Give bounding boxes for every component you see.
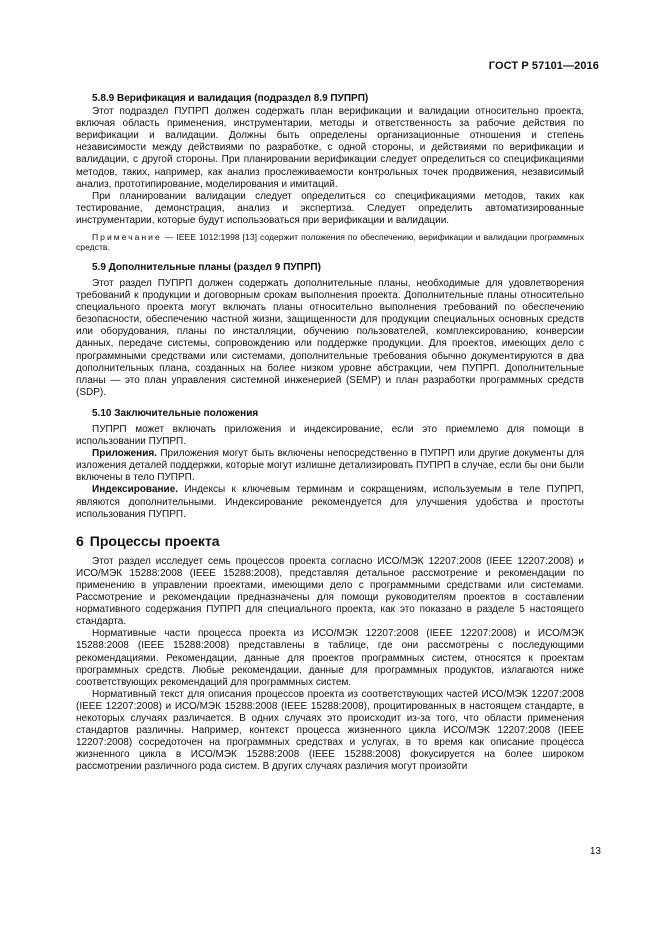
page-number: 13 (589, 846, 601, 857)
page-content (76, 93, 584, 774)
section-title: Процессы проекта (89, 532, 220, 549)
term-indexing: Индексирование. (92, 484, 179, 496)
section-number: 6 (76, 532, 84, 549)
note (76, 232, 584, 253)
section-5-8-9-heading: 5.8.9 Верификация и валидация (подраздел 8.9 ПУПРП) (92, 93, 369, 104)
paragraph-indexing (76, 484, 584, 520)
paragraph: Этот раздел ПУПРП должен содержать дополнительные планы, необходимые для удовлетворения требований к продукции и договорным срокам выполнения проекта. Дополнительные планы относительно специального проекта могут включать планы относительно выполнения требований по обеспечению безопасности, обеспечению частной жизни, защищенности для продукции специальных основных средств или оборудования, планы по инсталляции, обучению пользователей, комплексированию, конверсии данных, передаче системы, сопровождению или поддержке продукции. Для проектов, имеющих дело с программными средствами или системами, дополнительные требования обычно документируются в два дополнительных плана, созданных на более низком уровне абстракции, чем ПУПРП. Дополнительные планы — это план управления системной инженерией (SEMP) и план разработки программных средств (SDP). (76, 277, 584, 398)
paragraph-text: Индексы к ключевым терминам и сокращениям, используемым в теле ПУПРП, являются дополнительными. Индексирование рекомендуется для улучшения удобства и простоты использования ПУПРП. (76, 484, 584, 520)
note-label: Примечание (92, 232, 162, 243)
paragraph: Этот раздел исследует семь процессов проекта согласно ИСО/МЭК 12207:2008 (IEEE 12207:2008) и ИСО/МЭК 15288:2008 (IEEE 15288:2008), представляя детальное рассмотрение и рекомендации по применению в управлении проектами, имеющими дело с программными средствами или системами. Рассмотрение и рекомендации предназначены для помощи руководителям проектов в составлении нормативного содержания ПУПРП для специального проекта, как это показано в разделе 5 настоящего стандарта. (76, 555, 584, 628)
standard-designation: ГОСТ Р 57101—2016 (488, 60, 599, 72)
paragraph: Этот подраздел ПУПРП должен содержать план верификации и валидации относительно проекта, включая область применения, инструментарии, методы и ответственность за рабочие действия по верификации и валидации. Должны быть определены организационные отношения и степень независимости между действиями по разработке, с одной стороны, и действиями по верификации и валидации, с другой стороны. При планировании верификации следует определиться со спецификациями методов, таких, например, как анализ прослеживаемости контрольных точек продвижения, независимый анализ, прототипирование, моделирования и имитаций. (76, 106, 584, 190)
paragraph: Нормативные части процесса проекта из ИСО/МЭК 12207:2008 (IEEE 12207:2008) и ИСО/МЭК 15288:2008 (IEEE 15288:2008) представлены в таблице, где они рассмотрены с последующими рекомендациями. Рекомендации, данные для проектов программных систем, относятся к проектам программных средств. Любые рекомендации, данные для программных продуктов, излагаются ниже соответствующих рекомендаций для программных систем. (76, 628, 584, 688)
paragraph: При планировании валидации следует определиться со спецификациями методов, таких как тестирование, демонстрация, анализ и экспертиза. Следует определить автоматизированные инструментарии, которые будут использоваться при верификации и валидации. (76, 190, 584, 226)
paragraph: Нормативный текст для описания процессов проекта из соответствующих частей ИСО/МЭК 12207:2008 (IEEE 12207:2008) и ИСО/МЭК 15288:2008 (IEEE 15288:2008), процитированных в настоящем стандарте, в некоторых случаях различается. В одних случаях это происходит из-за того, что области применения стандартов различны. Например, контекст процесса жизненного цикла ИСО/МЭК 12207:2008 (IEEE 12207:2008) сосредоточен на программных средствах и услугах, в то время как описание процесса жизненного цикла в ИСО/МЭК 15288:2008 (IEEE 15288:2008) фокусируется на более широком рассмотрении различного рода систем. В других случаях различия могут произойти (76, 688, 584, 773)
section-5-10-heading: 5.10 Заключительные положения (92, 407, 259, 419)
paragraph-appendices (76, 448, 584, 484)
term-appendices: Приложения. (92, 448, 157, 460)
section-5-9-heading: 5.9 Дополнительные планы (раздел 9 ПУПРП) (92, 261, 321, 273)
note-text: — IEEE 1012:1998 [13] содержит положения по обеспечению, верификации и валидации программных средств. (76, 232, 584, 253)
paragraph-text: Приложения могут быть включены непосредственно в ПУПРП или другие документы для изложения деталей поддержки, которые могут излишне детализировать ПУПРП в случае, если бы они были включены в тело ПУПРП. (76, 448, 584, 484)
paragraph: ПУПРП может включать приложения и индексирование, если это приемлемо для помощи в использовании ПУПРП. (76, 423, 584, 448)
section-6-heading (76, 532, 584, 549)
